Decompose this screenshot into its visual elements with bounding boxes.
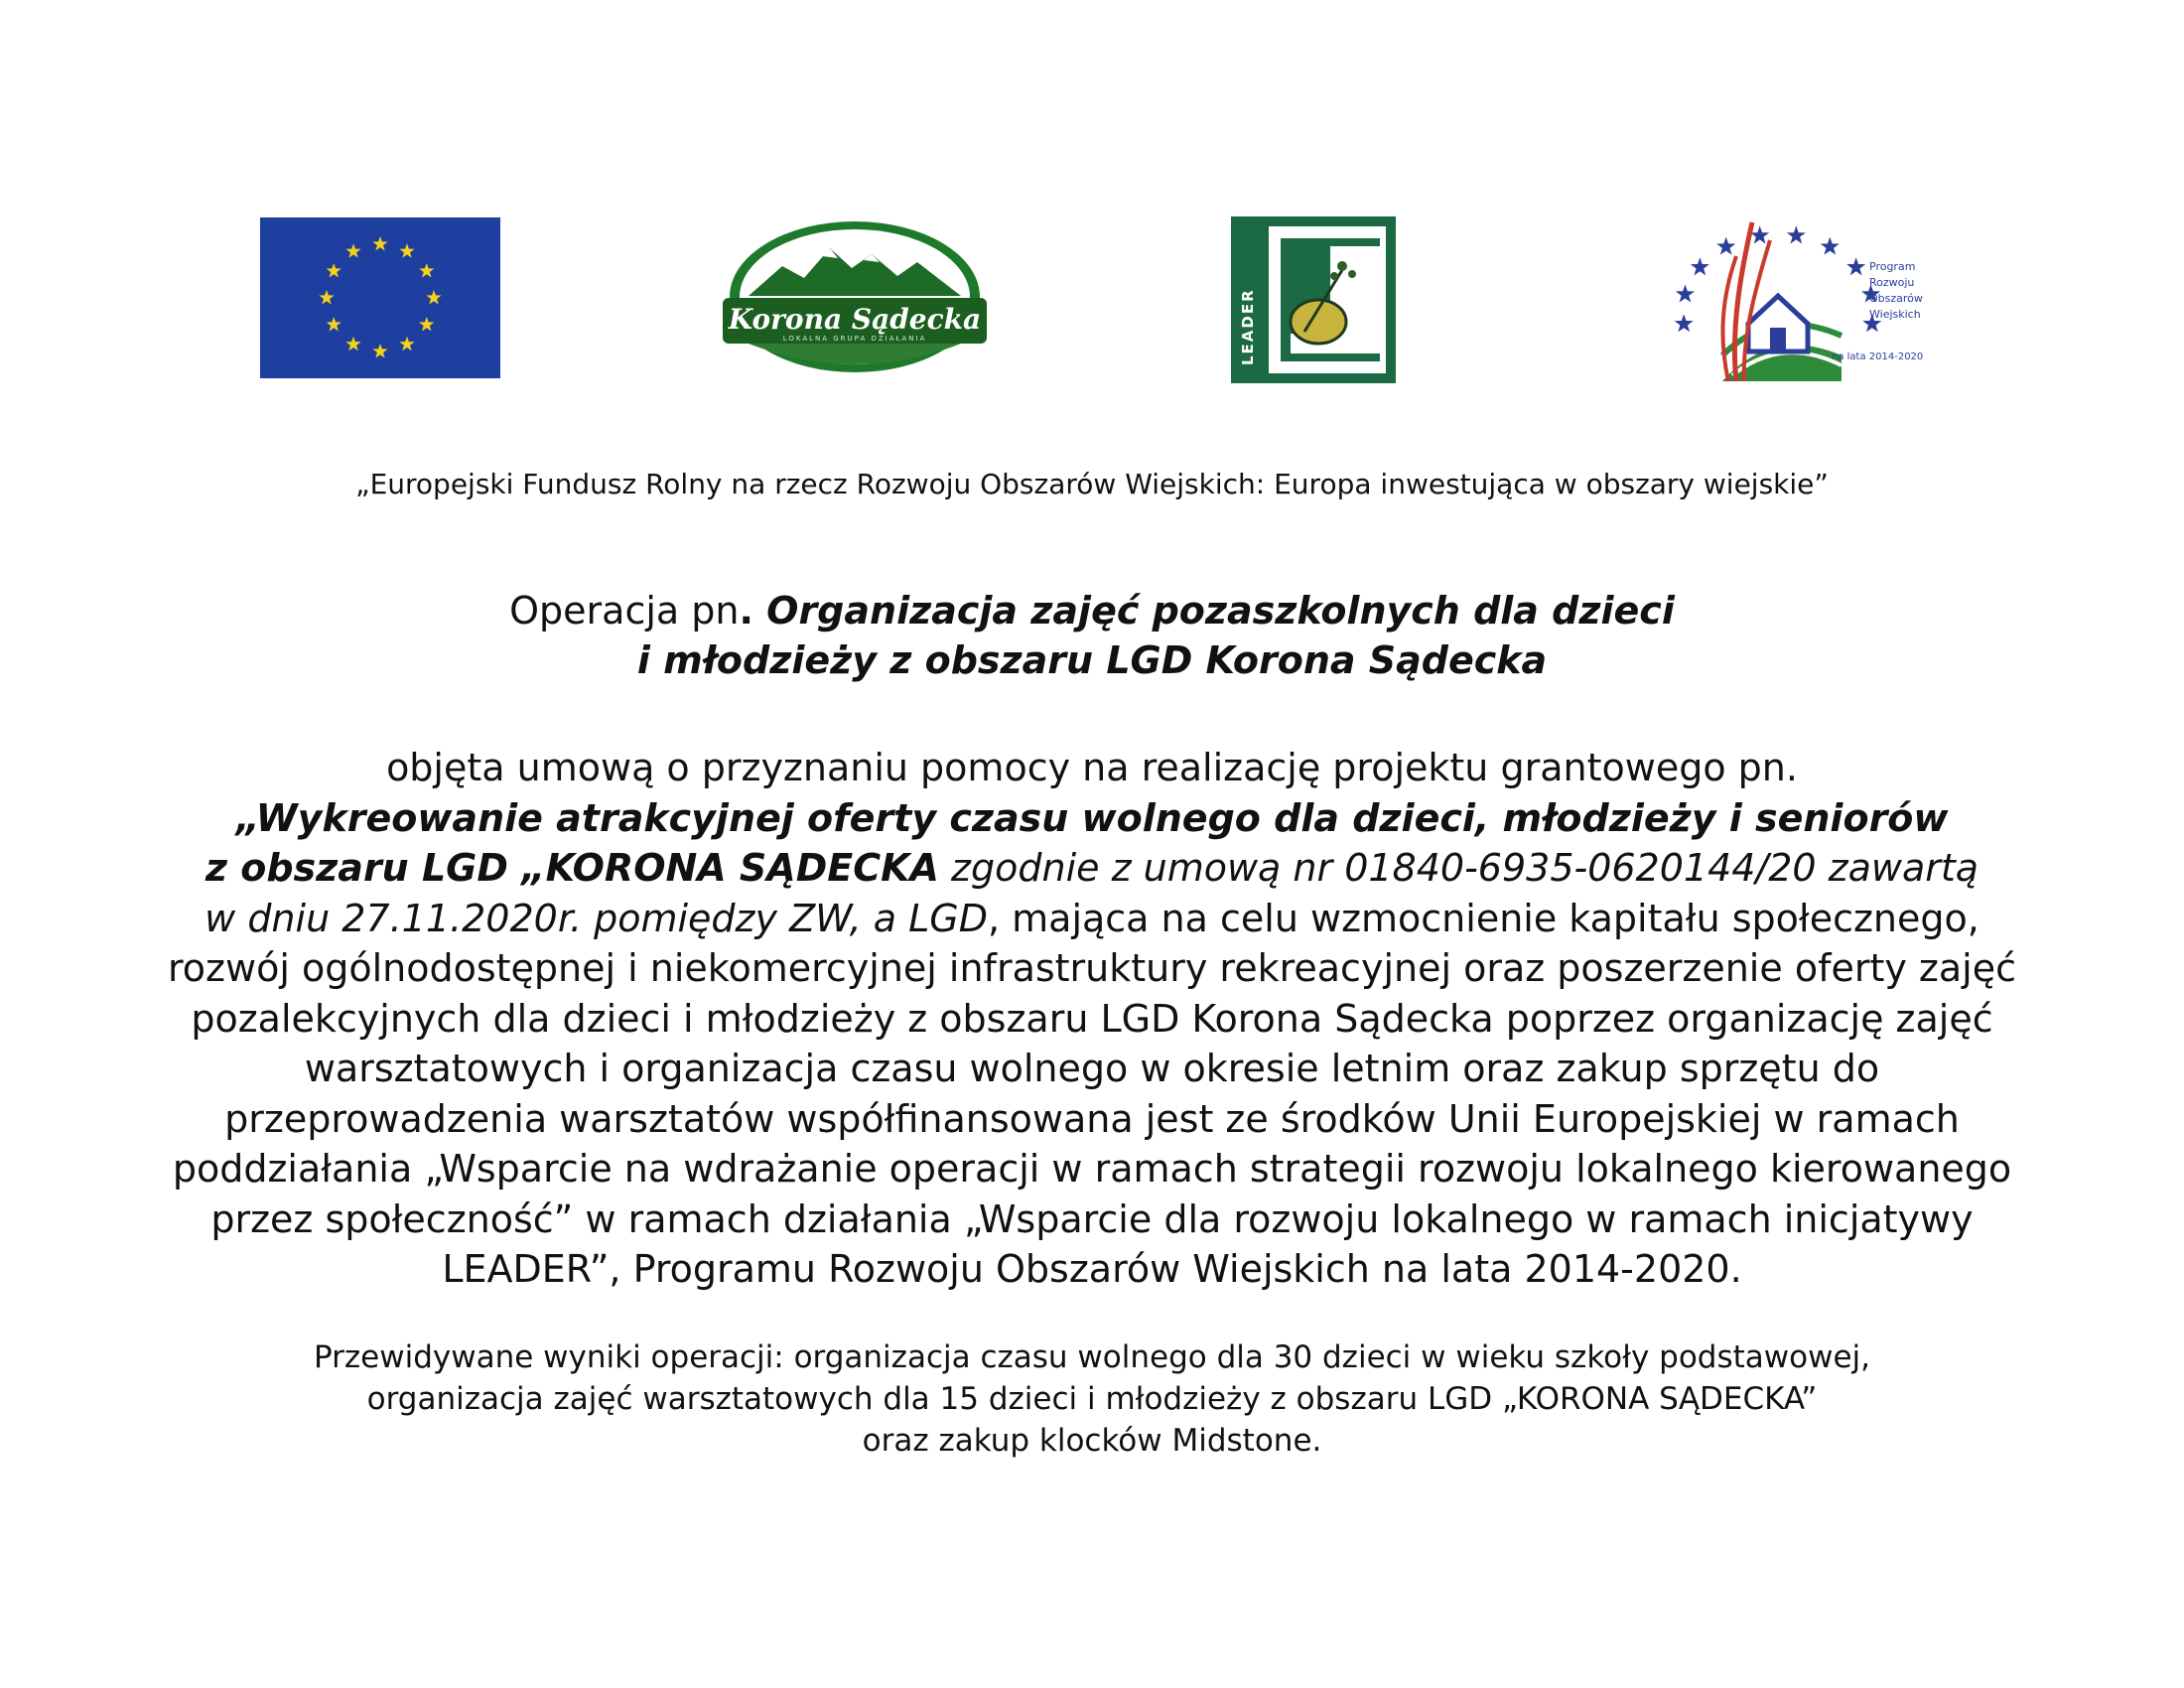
prow-logo <box>1653 207 1951 385</box>
korona-sadecka-logo <box>713 218 997 375</box>
prow-line-2: Rozwoju <box>1869 276 1915 289</box>
operation-title-1: Organizacja zajęć pozaszkolnych dla dzieci <box>752 589 1675 633</box>
body-line-10: przez społeczność” w ramach działania „Wsparcie dla rozwoju lokalnego w ramach inicjatywy <box>210 1196 1974 1241</box>
body-line-8: przeprowadzenia warsztatów współfinansowana jest ze środków Unii Europejskiej w ramach <box>224 1096 1960 1141</box>
prow-line-1: Program <box>1869 260 1916 273</box>
operation-line-1 <box>0 586 2184 635</box>
expected-results <box>0 1336 2184 1462</box>
body-line-3-bold: z obszaru LGD „KORONA SĄDECKA <box>205 846 939 890</box>
operation-dot: . <box>739 589 753 633</box>
body-line-3-italic: zgodnie z umową nr 01840-6935-0620144/20 zawartą <box>938 846 1979 890</box>
body-line-6: pozalekcyjnych dla dzieci i młodzieży z obszaru LGD Korona Sądecka poprzez organizację zajęć <box>191 996 1993 1041</box>
prow-star <box>1676 284 1695 302</box>
operation-description <box>0 743 2184 1295</box>
korona-logo-text: Korona Sądecka <box>728 303 982 336</box>
body-line-4-rest: , mająca na celu wzmocnienie kapitału społecznego, <box>987 896 1979 940</box>
prow-star <box>1846 257 1865 275</box>
eu-flag-stars <box>260 217 500 378</box>
results-line-2: organizacja zajęć warsztatowych dla 15 dzieci i młodzieży z obszaru LGD „KORONA SĄDECKA” <box>366 1381 1818 1417</box>
results-line-1: Przewidywane wyniki operacji: organizacja czasu wolnego dla 30 dzieci w wieku szkoły podstawowej, <box>314 1339 1870 1375</box>
body-line-7: warsztatowych i organizacja czasu wolnego w okresie letnim oraz zakup sprzętu do <box>304 1047 1880 1090</box>
prow-line-5: na lata 2014-2020 <box>1832 352 1924 362</box>
leader-logo-text: LEADER <box>1239 288 1257 365</box>
prow-line-3: Obszarów <box>1869 292 1923 305</box>
body-line-5: rozwój ogólnodostępnej i niekomercyjnej infrastruktury rekreacyjnej oraz poszerzenie oferty zajęć <box>168 946 2016 990</box>
body-line-4-italic: w dniu 27.11.2020r. pomiędzy ZW, a LGD <box>205 896 988 940</box>
slogan-text: „Europejski Fundusz Rolny na rzecz Rozwoju Obszarów Wiejskich: Europa inwestująca w obszary wiejskie” <box>355 468 1829 500</box>
body-line-11: LEADER”, Programu Rozwoju Obszarów Wiejskich na lata 2014-2020. <box>442 1247 1742 1291</box>
results-line-3: oraz zakup klocków Midstone. <box>862 1423 1322 1459</box>
body-line-1: objęta umową o przyznaniu pomocy na realizację projektu grantowego pn. <box>386 746 1798 789</box>
prow-line-4: Wiejskich <box>1869 308 1921 321</box>
prow-star <box>1691 257 1709 275</box>
logos-row <box>0 0 2184 397</box>
prow-star <box>1716 237 1735 255</box>
eafrd-slogan <box>0 467 2184 502</box>
prow-star <box>1675 314 1694 332</box>
body-line-2: „Wykreowanie atrakcyjnej oferty czasu wolnego dla dzieci, młodzieży i seniorów <box>235 795 1949 840</box>
eu-flag-logo <box>260 217 500 378</box>
body-line-4 <box>0 894 2184 944</box>
body-line-9: poddziałania „Wsparcie na wdrażanie operacji w ramach strategii rozwoju lokalnego kierowanego <box>172 1147 2012 1191</box>
operation-heading <box>0 586 2184 685</box>
leader-logo <box>1231 216 1396 383</box>
operation-title-2: i młodzieży z obszaru LGD Korona Sądecka <box>636 638 1548 682</box>
prow-star <box>1821 237 1840 255</box>
korona-logo-subtext: LOKALNA GRUPA DZIAŁANIA <box>782 335 927 343</box>
body-line-3 <box>0 843 2184 894</box>
prow-star <box>1787 225 1806 243</box>
operation-prefix: Operacja pn <box>509 589 740 633</box>
